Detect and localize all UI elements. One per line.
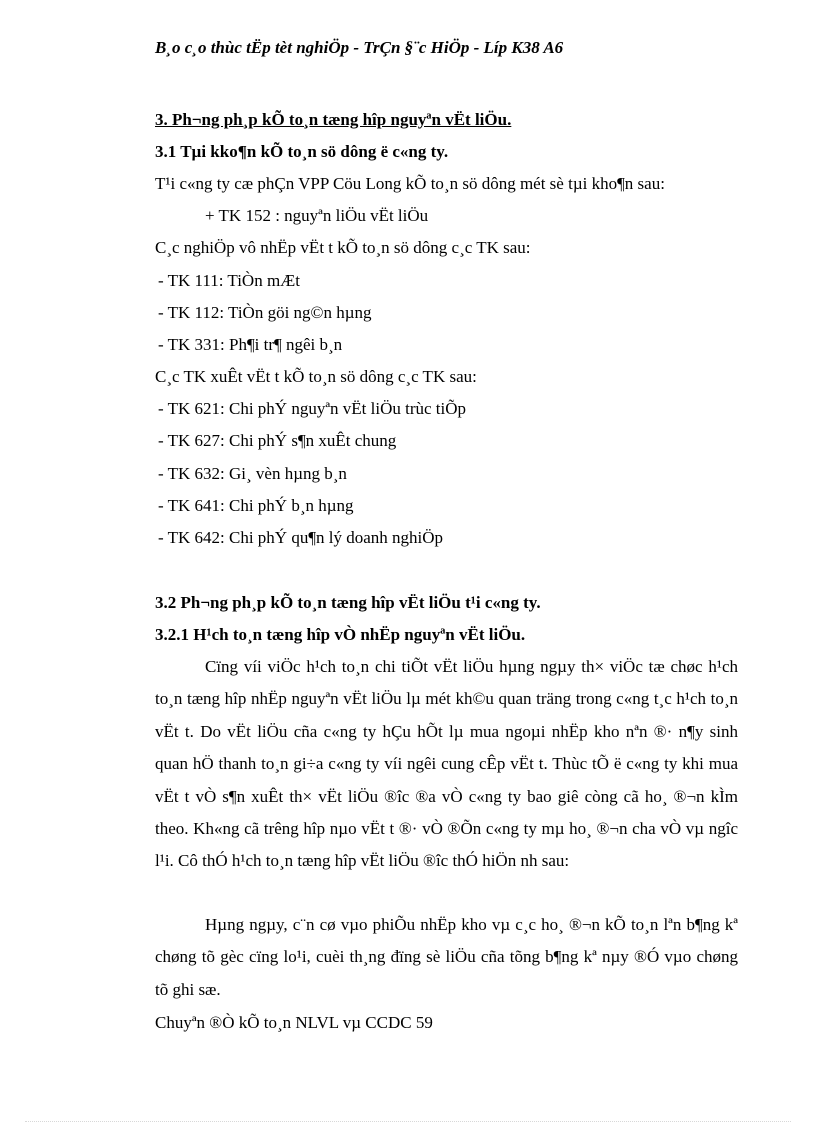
export-account-item: - TK 642: Chi phÝ qu¶n lý doanh nghiÖp	[158, 528, 444, 547]
page-footer: Chuyªn ®Ò kÕ to¸n NLVL vµ CCDC 59	[155, 1013, 433, 1032]
import-account-item: - TK 331: Ph¶i tr¶ ngêi b¸n	[158, 335, 343, 354]
body-paragraph-2: Hµng ngµy, c¨n cø vµo phiÕu nhËp kho vµ c¸c ho¸ ®¬n kÕ to¸n lªn b¶ng kª chøng tõ gèc cïng lo¹i, cuèi th¸ng đïng sè liÖu cña tõng b¶ng kª nµy ®Ó vµo chøng tõ ghi sæ.	[155, 915, 738, 999]
export-account-item: - TK 641: Chi phÝ b¸n hµng	[158, 496, 354, 515]
running-header: B¸o c¸o thùc tËp tèt nghiÖp - TrÇn §¨c HiÖp - Líp K38 A6	[155, 38, 564, 57]
section-title: 3. Ph¬ng ph¸p kÕ to¸n tæng hîp nguyªn vËt liÖu.	[155, 110, 512, 129]
export-accounts-intro: C¸c TK xuÊt vËt t kÕ to¸n sö dông c¸c TK sau:	[155, 367, 477, 386]
body-paragraph-1: Cïng víi viÖc h¹ch to¸n chi tiÕt vËt liÖu hµng ngµy th× viÖc tæ chøc h¹ch to¸n tæng hîp nhËp nguyªn vËt liÖu lµ mét kh©u quan träng trong c«ng t¸c h¹ch to¸n vËt t. Do vËt liÖu cña c«ng ty hÇu hÕt lµ mua ngoµi nhËp kho nªn ®· n¶y sinh quan hÖ thanh to¸n gi÷a c«ng ty víi ngêi cung cÊp vËt t. Thùc tÕ ë c«ng ty khi mua vËt t vÒ s¶n xuÊt th× vËt liÖu ®îc ®a vÒ c«ng ty bao giê còng cã ho¸ ®¬n kÌm theo. Kh«ng cã trêng hîp nµo vËt t ®· vÒ ®Õn c«ng ty mµ ho¸ ®¬n cha vÒ vµ ngîc l¹i. Cô thÓ h¹ch to¸n tæng hîp vËt liÖu ®îc thÓ hiÖn nh sau:	[155, 657, 738, 871]
export-account-item: - TK 632: Gi¸ vèn hµng b¸n	[158, 464, 347, 483]
export-account-item: - TK 627: Chi phÝ s¶n xuÊt chung	[158, 431, 397, 450]
accounts-intro: T¹i c«ng ty cæ phÇn VPP Cöu Long kÕ to¸n sö dông mét sè tµi kho¶n sau:	[155, 174, 665, 193]
subsection-3-1-title: 3.1 Tµi kko¶n kÕ to¸n sö dông ë c«ng ty.	[155, 142, 449, 161]
export-account-item: - TK 621: Chi phÝ nguyªn vËt liÖu trùc tiÕp	[158, 399, 467, 418]
import-account-item: - TK 112: TiÒn göi ng©n hµng	[158, 303, 372, 322]
import-accounts-intro: C¸c nghiÖp vô nhËp vËt t kÕ to¸n sö dông c¸c TK sau:	[155, 238, 531, 257]
tk152-line: + TK 152 : nguyªn liÖu vËt liÖu	[205, 206, 429, 225]
import-account-item: - TK 111: TiÒn mÆt	[158, 271, 301, 290]
subsection-3-2-1-title: 3.2.1 H¹ch to¸n tæng hîp vÒ nhËp nguyªn vËt liÖu.	[155, 625, 526, 644]
subsection-3-2-title: 3.2 Ph¬ng ph¸p kÕ to¸n tæng hîp vËt liÖu t¹i c«ng ty.	[155, 593, 541, 612]
page-bottom-divider	[25, 1121, 791, 1122]
